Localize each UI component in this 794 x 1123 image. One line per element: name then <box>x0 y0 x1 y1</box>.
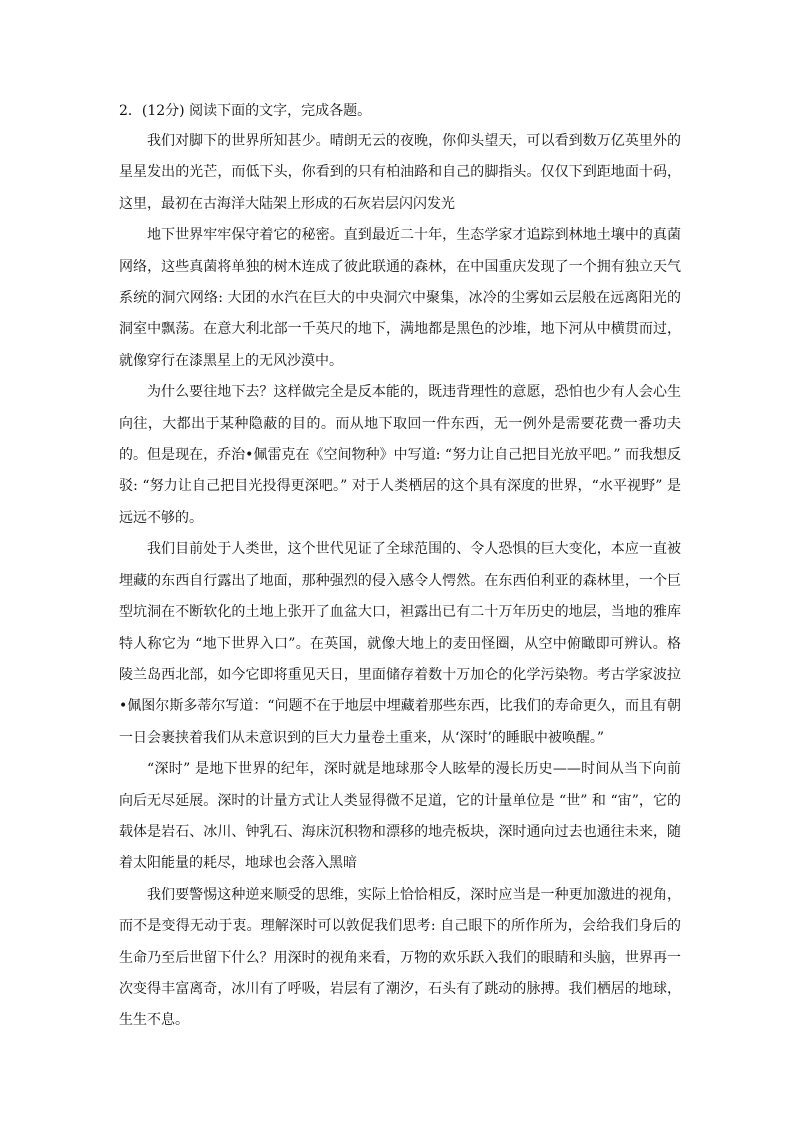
paragraph-2: 地下世界牢牢保守着它的秘密。直到最近二十年，生态学家才追踪到林地土壤中的真菌网络，这些真菌将单独的树木连成了彼此联通的森林，在中国重庆发现了一个拥有独立天气系统的洞穴网络: 大团的水汽在巨大的中央洞穴中聚集，冰冷的尘雾如云层般在远离阳光的洞室中飘荡。在意大利北部一千英尺的地下，满地都是黑色的沙堆，地下河从中横贯而过，就像穿行在漆黑星上的无风沙漠中。 <box>119 227 681 369</box>
paragraph-3: 为什么要往地下去？这样做完全是反本能的，既违背理性的意愿，恐怕也少有人会心生向往，大都出于某种隐蔽的目的。而从地下取回一件东西，无一例外是需要花费一番功夫的。但是现在，乔治•佩雷克在《空间物种》中写道: “努力让自己把目光放平吧。” 而我想反驳: “努力让自己把目光投得更深吧。” 对于人类栖居的这个具有深度的世界，“水平视野” 是远远不够的。 <box>119 384 681 526</box>
paragraph-5: “深时” 是地下世界的纪年，深时就是地球那令人眩晕的漫长历史——时间从当下向前向后无尽延展。深时的计量方式让人类显得微不足道，它的计量单位是 “世” 和 “宙”，它的载体是岩石、冰川、钟乳石、海床沉积物和漂移的地壳板块，深时通向过去也通往未来，随着太阳能量的耗尽，地球也会落入黑暗 <box>119 761 681 872</box>
document-page <box>119 100 681 1037</box>
paragraph-1: 我们对脚下的世界所知甚少。晴朗无云的夜晚，你仰头望天，可以看到数万亿英里外的星星发出的光芒，而低下头，你看到的只有柏油路和自己的脚指头。仅仅下到距地面十码，这里，最初在古海洋大陆架上形成的石灰岩层闪闪发光 <box>119 133 681 212</box>
paragraph-4: 我们目前处于人类世，这个世代见证了全球范围的、令人恐惧的巨大变化，本应一直被埋藏的东西自行露出了地面，那种强烈的侵入感令人愕然。在东西伯利亚的森林里，一个巨型坑洞在不断软化的土地上张开了血盆大口，袒露出已有二十万年历史的地层，当地的雅库特人称它为 “地下世界入口”。在英国，就像大地上的麦田怪圈，从空中俯瞰即可辨认。格陵兰岛西北部，如今它即将重见天日，里面储存着数十万加仑的化学污染物。考古学家波拉•佩图尔斯多蒂尔写道：“问题不在于地层中埋藏着那些东西，比我们的寿命更久，而且有朝一日会裹挟着我们从未意识到的巨大力量卷土重来，从‘深时’的睡眠中被唤醒。” <box>119 541 681 746</box>
paragraph-6: 我们要警惕这种逆来顺受的思维，实际上恰恰相反，深时应当是一种更加激进的视角，而不是变得无动于衷。理解深时可以敦促我们思考: 自己眼下的所作所为，会给我们身后的生命乃至后世留下什么？用深时的视角来看，万物的欢乐跃入我们的眼睛和头脑，世界再一次变得丰富离奇，冰川有了呼吸，岩层有了潮汐，石头有了跳动的脉搏。我们栖居的地球，生生不息。 <box>119 886 681 1029</box>
question-header: 2．(12分) 阅读下面的文字，完成各题。 <box>119 103 372 119</box>
